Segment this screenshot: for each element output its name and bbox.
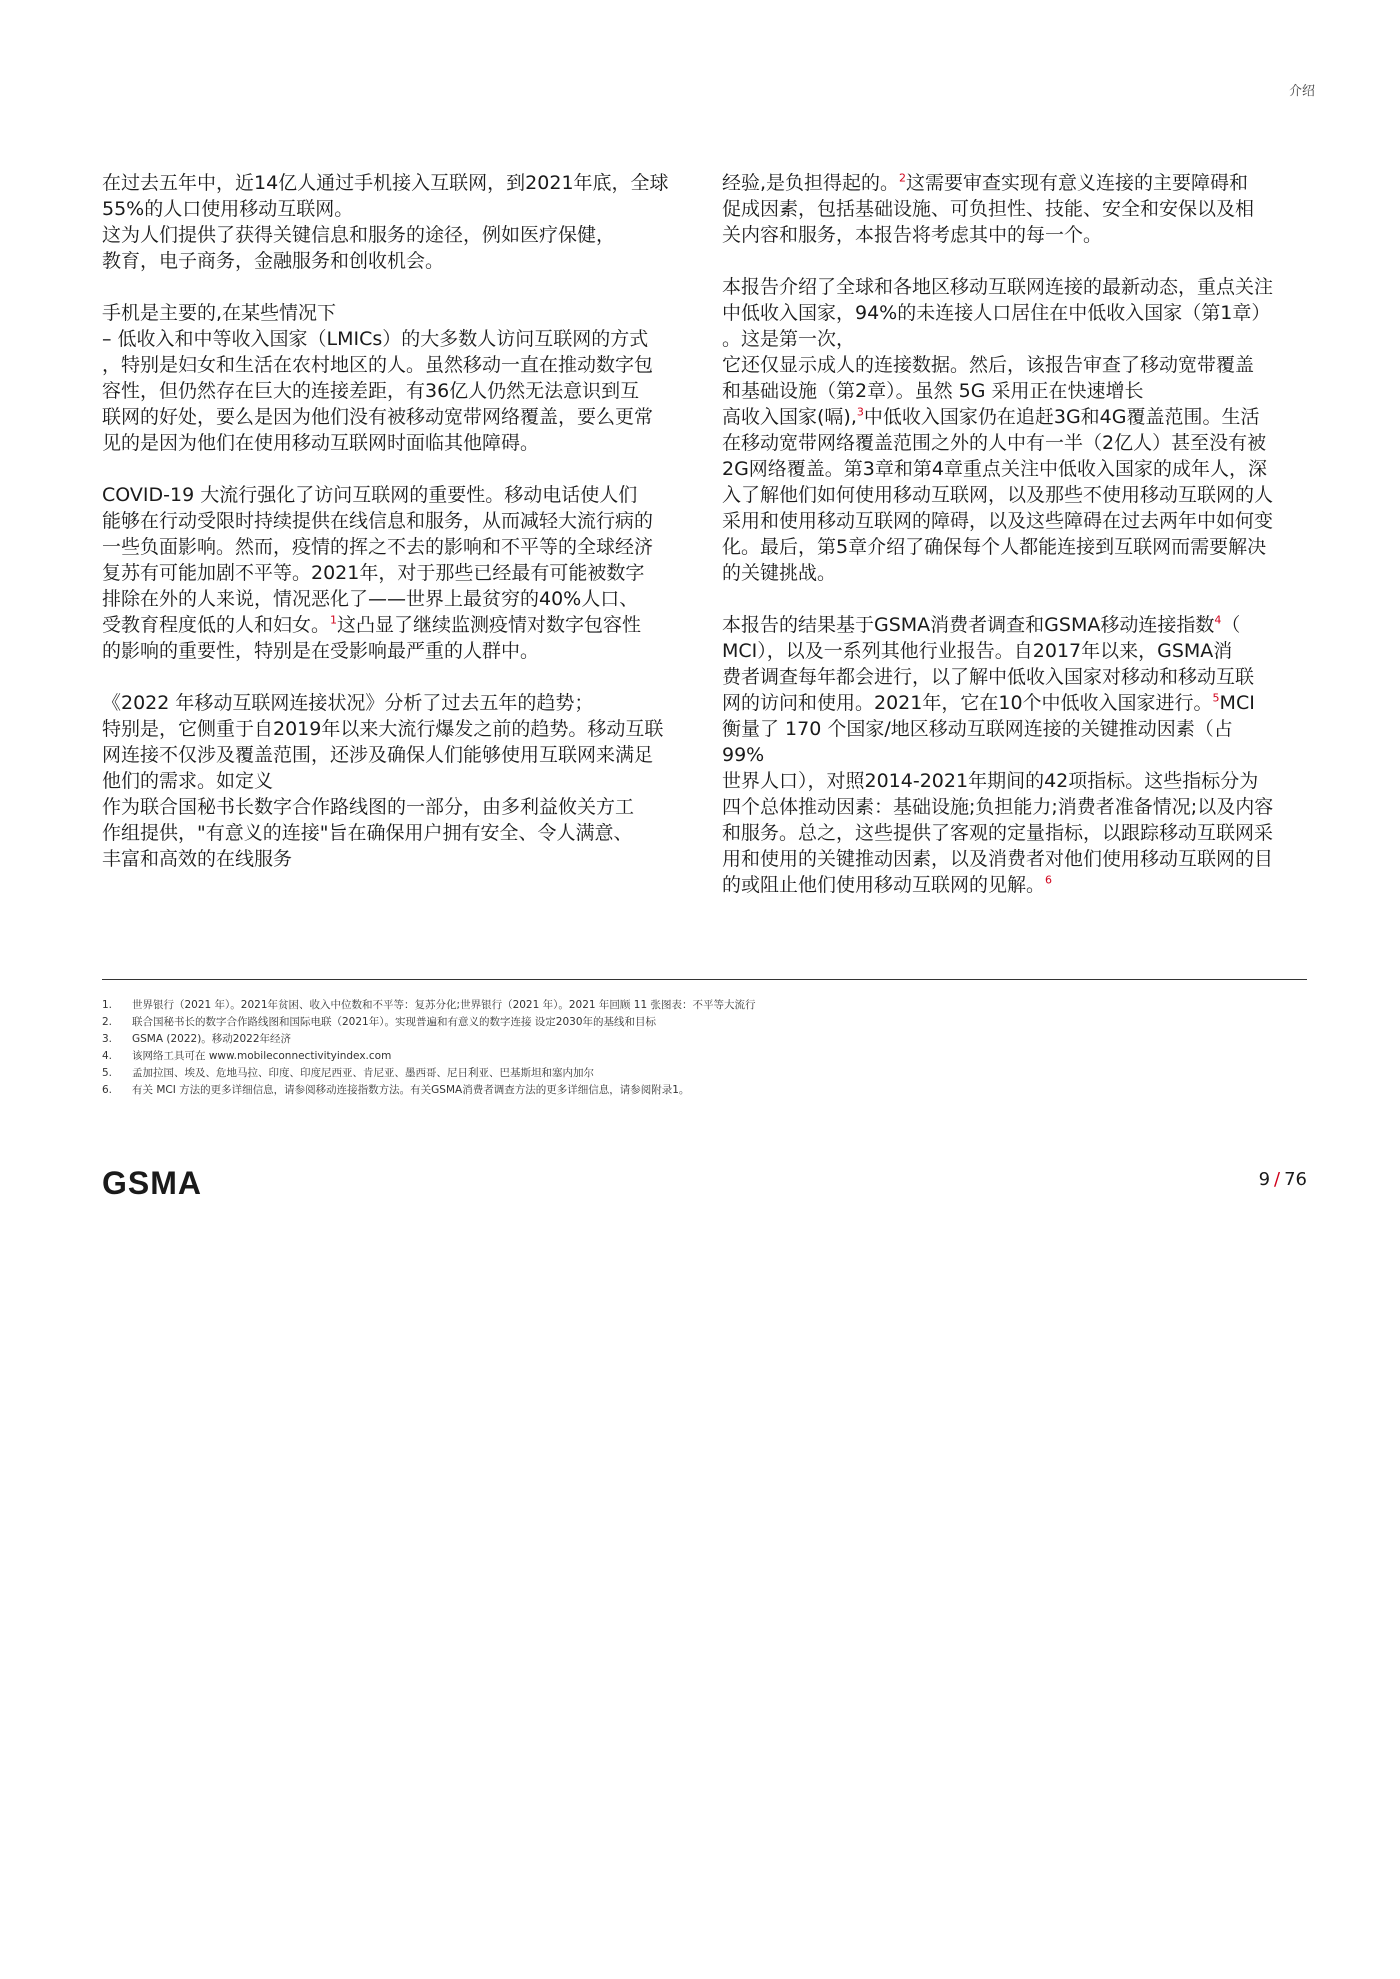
line-text: 入了解他们如何使用移动互联网，以及那些不使用移动互联网的人 bbox=[722, 484, 1274, 506]
left-column bbox=[102, 170, 684, 898]
line-text: 促成因素，包括基础设施、可负担性、技能、安全和安保以及相 bbox=[722, 198, 1255, 220]
line-text: 网连接不仅涉及覆盖范围，还涉及确保人们能够使用互联网来满足 bbox=[102, 744, 654, 766]
text-line bbox=[102, 508, 684, 534]
text-line bbox=[102, 222, 684, 248]
line-text: 他们的需求。如定义 bbox=[102, 770, 274, 792]
text-line bbox=[102, 378, 684, 404]
line-text: 能够在行动受限时持续提供在线信息和服务，从而减轻大流行病的 bbox=[102, 510, 654, 532]
text-line bbox=[722, 638, 1304, 664]
paragraph bbox=[102, 300, 684, 456]
footnote-number: 2. bbox=[102, 1016, 113, 1028]
footnote-number: 3. bbox=[102, 1033, 113, 1045]
paragraph bbox=[722, 274, 1304, 586]
footnote-reference: 1 bbox=[330, 613, 338, 627]
text-line bbox=[722, 716, 1304, 742]
text-line bbox=[102, 820, 684, 846]
text-line bbox=[722, 274, 1304, 300]
line-text: 教育，电子商务，金融服务和创收机会。 bbox=[102, 250, 445, 272]
footnote-text: 有关 MCI 方法的更多详细信息，请参阅移动连接指数方法。有关GSMA消费者调查方法的更多详细信息，请参阅附录1。 bbox=[132, 1084, 690, 1096]
line-text: 世界人口），对照2014-2021年期间的42项指标。这些指标分为 bbox=[722, 770, 1259, 792]
line-text: COVID-19 大流行强化了访问互联网的重要性。移动电话使人们 bbox=[102, 484, 638, 506]
footnote-item bbox=[102, 1016, 1307, 1028]
footnote-item bbox=[102, 1067, 1307, 1079]
line-text: 用和使用的关键推动因素，以及消费者对他们使用移动互联网的目 bbox=[722, 848, 1274, 870]
line-text: 复苏有可能加剧不平等。2021年，对于那些已经最有可能被数字 bbox=[102, 562, 645, 584]
text-line bbox=[722, 508, 1304, 534]
text-line bbox=[102, 404, 684, 430]
text-line bbox=[102, 352, 684, 378]
footnote-reference: 3 bbox=[856, 405, 864, 419]
footnote-item bbox=[102, 1033, 1307, 1045]
text-line bbox=[722, 742, 1304, 768]
line-text: 它还仅显示成人的连接数据。然后，该报告审查了移动宽带覆盖 bbox=[722, 354, 1255, 376]
line-text: 2G网络覆盖。第3章和第4章重点关注中低收入国家的成年人，深 bbox=[722, 458, 1267, 480]
paragraph bbox=[722, 170, 1304, 248]
paragraph bbox=[102, 690, 684, 872]
line-text: 化。最后，第5章介绍了确保每个人都能连接到互联网而需要解决 bbox=[722, 536, 1267, 558]
footnote-number: 4. bbox=[102, 1050, 113, 1062]
line-text: 容性，但仍然存在巨大的连接差距，有36亿人仍然无法意识到互 bbox=[102, 380, 640, 402]
line-text: 关内容和服务，本报告将考虑其中的每一个。 bbox=[722, 224, 1103, 246]
footnote-text: 该网络工具可在 www.mobileconnectivityindex.com bbox=[132, 1050, 392, 1062]
line-text: 在移动宽带网络覆盖范围之外的人中有一半（2亿人）甚至没有被 bbox=[722, 432, 1267, 454]
line-text: 特别是，它侧重于自2019年以来大流行爆发之前的趋势。移动互联 bbox=[102, 718, 664, 740]
line-text: 见的是因为他们在使用移动互联网时面临其他障碍。 bbox=[102, 432, 540, 454]
text-line bbox=[102, 196, 684, 222]
text-line bbox=[722, 196, 1304, 222]
line-text: 作为联合国秘书长数字合作路线图的一部分，由多利益攸关方工 bbox=[102, 796, 635, 818]
line-text: 排除在外的人来说，情况恶化了——世界上最贫穷的40%人口、 bbox=[102, 588, 639, 610]
line-text: 衡量了 170 个国家/地区移动互联网连接的关键推动因素（占 bbox=[722, 718, 1233, 740]
footnote-text: 世界银行（2021 年）。2021年贫困、收入中位数和不平等：复苏分化;世界银行（2021 年）。2021 年回顾 11 张图表：不平等大流行 bbox=[132, 999, 756, 1011]
line-text: 这需要审查实现有意义连接的主要障碍和 bbox=[906, 172, 1249, 194]
line-text: 本报告的结果基于GSMA消费者调查和GSMA移动连接指数 bbox=[722, 614, 1215, 636]
line-text: 这为人们提供了获得关键信息和服务的途径，例如医疗保健， bbox=[102, 224, 616, 246]
line-text: 联网的好处，要么是因为他们没有被移动宽带网络覆盖，要么更常 bbox=[102, 406, 654, 428]
footnote-reference: 5 bbox=[1212, 691, 1220, 705]
footnote-item bbox=[102, 999, 1307, 1011]
right-column bbox=[722, 170, 1304, 924]
footnotes bbox=[102, 999, 1307, 1101]
text-line bbox=[722, 300, 1304, 326]
text-line bbox=[102, 638, 684, 664]
line-text: 中低收入国家仍在追赶3G和4G覆盖范围。生活 bbox=[863, 406, 1260, 428]
line-text: 一些负面影响。然而，疫情的挥之不去的影响和不平等的全球经济 bbox=[102, 536, 654, 558]
page-number bbox=[1259, 1169, 1307, 1190]
text-line bbox=[722, 534, 1304, 560]
line-text: ，特别是妇女和生活在农村地区的人。虽然移动一直在推动数字包 bbox=[102, 354, 654, 376]
footnote-number: 1. bbox=[102, 999, 113, 1011]
line-text: 手机是主要的,在某些情况下 bbox=[102, 302, 337, 324]
text-line bbox=[102, 612, 684, 638]
line-text: MCI bbox=[1219, 692, 1255, 714]
text-line bbox=[722, 846, 1304, 872]
line-text: 经验,是负担得起的。 bbox=[722, 172, 900, 194]
footnote-text: 联合国秘书长的数字合作路线图和国际电联（2021年）。实现普遍和有意义的数字连接 设定2030年的基线和目标 bbox=[132, 1016, 657, 1028]
text-line bbox=[102, 430, 684, 456]
footnote-reference: 6 bbox=[1045, 873, 1053, 887]
text-line bbox=[102, 846, 684, 872]
text-line bbox=[102, 742, 684, 768]
footnote-text: GSMA (2022)。移动2022年经济 bbox=[132, 1033, 292, 1045]
footnote-divider bbox=[102, 979, 1307, 980]
footnote-number: 6. bbox=[102, 1084, 113, 1096]
text-line bbox=[722, 690, 1304, 716]
footnote-reference: 2 bbox=[899, 171, 907, 185]
text-line bbox=[722, 456, 1304, 482]
line-text: – 低收入和中等收入国家（LMICs）的大多数人访问互联网的方式 bbox=[102, 328, 649, 350]
page-separator: / bbox=[1274, 1169, 1281, 1190]
text-line bbox=[722, 430, 1304, 456]
text-line bbox=[722, 170, 1304, 196]
text-line bbox=[102, 300, 684, 326]
text-line bbox=[102, 794, 684, 820]
text-line bbox=[722, 404, 1304, 430]
text-line bbox=[722, 222, 1304, 248]
text-line bbox=[102, 586, 684, 612]
page-total: 76 bbox=[1284, 1169, 1307, 1190]
text-line bbox=[102, 326, 684, 352]
line-text: 采用和使用移动互联网的障碍，以及这些障碍在过去两年中如何变 bbox=[722, 510, 1274, 532]
text-line bbox=[722, 326, 1304, 352]
line-text: 这凸显了继续监测疫情对数字包容性 bbox=[337, 614, 642, 636]
text-line bbox=[102, 768, 684, 794]
paragraph bbox=[102, 170, 684, 274]
text-line bbox=[722, 768, 1304, 794]
line-text: 本报告介绍了全球和各地区移动互联网连接的最新动态，重点关注 bbox=[722, 276, 1274, 298]
footnote-text: 孟加拉国、埃及、危地马拉、印度、印度尼西亚、肯尼亚、墨西哥、尼日利亚、巴基斯坦和塞内加尔 bbox=[132, 1067, 594, 1079]
footnote-item bbox=[102, 1050, 1307, 1062]
text-line bbox=[722, 872, 1304, 898]
line-text: 高收入国家(嗝), bbox=[722, 406, 857, 428]
text-line bbox=[102, 534, 684, 560]
header-section-label: 介绍 bbox=[1288, 84, 1315, 99]
line-text: 99% bbox=[722, 744, 765, 766]
line-text: MCI），以及一系列其他行业报告。自2017年以来，GSMA消 bbox=[722, 640, 1233, 662]
line-text: 丰富和高效的在线服务 bbox=[102, 848, 293, 870]
line-text: 中低收入国家，94%的未连接人口居住在中低收入国家（第1章） bbox=[722, 302, 1271, 324]
text-line bbox=[102, 482, 684, 508]
text-line bbox=[722, 352, 1304, 378]
line-text: 四个总体推动因素：基础设施;负担能力;消费者准备情况;以及内容 bbox=[722, 796, 1274, 818]
paragraph bbox=[722, 612, 1304, 898]
text-line bbox=[722, 560, 1304, 586]
text-line bbox=[722, 482, 1304, 508]
line-text: 的关键挑战。 bbox=[722, 562, 837, 584]
line-text: 和基础设施（第2章）。虽然 5G 采用正在快速增长 bbox=[722, 380, 1144, 402]
text-line bbox=[722, 664, 1304, 690]
text-line bbox=[102, 716, 684, 742]
line-text: 作组提供，"有意义的连接"旨在确保用户拥有安全、令人满意、 bbox=[102, 822, 633, 844]
text-line bbox=[722, 794, 1304, 820]
paragraph bbox=[102, 482, 684, 664]
line-text: 的或阻止他们使用移动互联网的见解。 bbox=[722, 874, 1046, 896]
footnote-reference: 4 bbox=[1214, 613, 1222, 627]
text-line bbox=[102, 248, 684, 274]
line-text: 受教育程度低的人和妇女。 bbox=[102, 614, 331, 636]
line-text: 的影响的重要性，特别是在受影响最严重的人群中。 bbox=[102, 640, 540, 662]
footnote-item bbox=[102, 1084, 1307, 1096]
line-text: 在过去五年中，近14亿人通过手机接入互联网，到2021年底，全球 bbox=[102, 172, 669, 194]
line-text: 费者调查每年都会进行，以了解中低收入国家对移动和移动互联 bbox=[722, 666, 1255, 688]
text-line bbox=[102, 560, 684, 586]
gsma-logo: GSMA bbox=[102, 1165, 202, 1201]
text-line bbox=[722, 820, 1304, 846]
page-current: 9 bbox=[1258, 1169, 1271, 1190]
text-line bbox=[722, 612, 1304, 638]
line-text: 55%的人口使用移动互联网。 bbox=[102, 198, 354, 220]
line-text: 网的访问和使用。2021年，它在10个中低收入国家进行。 bbox=[722, 692, 1213, 714]
line-text: 《2022 年移动互联网连接状况》分析了过去五年的趋势； bbox=[102, 692, 594, 714]
line-text: （ bbox=[1221, 614, 1241, 636]
line-text: 和服务。总之，这些提供了客观的定量指标，以跟踪移动互联网采 bbox=[722, 822, 1274, 844]
text-line bbox=[102, 170, 684, 196]
text-line bbox=[102, 690, 684, 716]
text-line bbox=[722, 378, 1304, 404]
line-text: 。这是第一次， bbox=[722, 328, 856, 350]
footnote-number: 5. bbox=[102, 1067, 113, 1079]
